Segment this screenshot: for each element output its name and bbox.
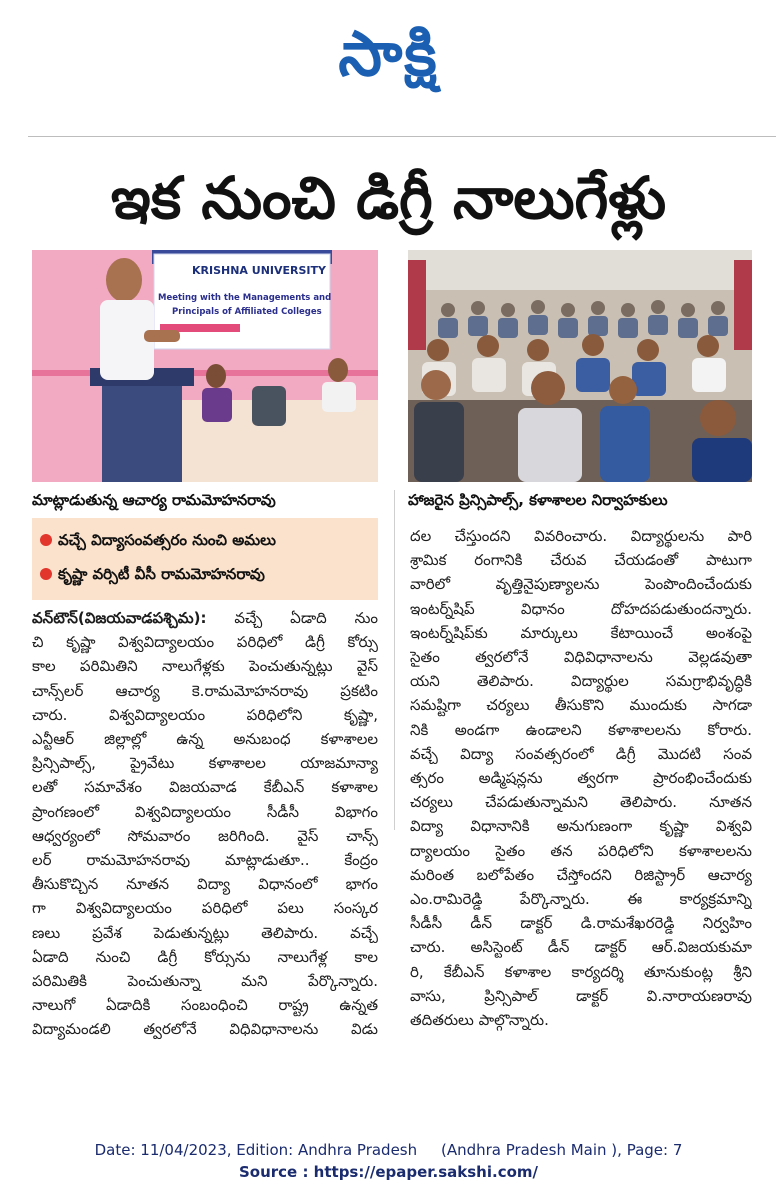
article-line: వచ్చే విద్యా సంవత్సరంలో డిగ్రీ మొదటి సంవ (410, 744, 752, 763)
banner-line-1: Meeting with the Managements and (158, 293, 332, 303)
article-line: దల చేస్తుందని వివరించారు. విద్యార్థులను పారి (410, 527, 752, 545)
article-line: వాసు, ప్రిన్సిపాల్ డాక్టర్ వి.నారాయణరావు (410, 986, 752, 1005)
bullet-dot-icon (40, 568, 52, 580)
article-line-last: తదితరులు పాల్గొన్నారు. (410, 1011, 549, 1030)
article-line: ద్యాలయం సైతం తన పరిధిలోని కళాశాలలను (410, 841, 752, 860)
article-line: ప్రిన్సిపాల్స్, ప్రైవేటు కళాశాలల యాజమాన్యా (32, 754, 378, 773)
article-line: మరింత బలోపేతం చేస్తోందని రిజిస్ట్రార్ ఆచార్య (410, 865, 752, 884)
banner-line-2: Principals of Affiliated Colleges (172, 307, 322, 317)
article-line: ఆధ్వర్యంలో సోమవారం జరిగింది. వైస్ చాన్స్ (32, 826, 378, 845)
highlight-item (40, 530, 276, 550)
highlight-item (40, 564, 265, 584)
caption-speaker: మాట్లాడుతున్న ఆచార్య రామమోహనరావు (32, 491, 276, 509)
article-line: చర్యలు చేపడుతున్నామని తెలిపారు. నూతన (410, 793, 752, 812)
photo-speaker (32, 250, 378, 482)
article-line: గా విశ్వవిద్యాలయం పరిధిలో పలు సంస్కర (32, 899, 378, 918)
photo-audience-illustration (408, 250, 752, 482)
bullet-dot-icon (40, 534, 52, 546)
article-dateline: వన్‌టౌన్(విజయవాడపశ్చిమ): (32, 609, 207, 627)
article-line: త్సరం అడ్మిషన్లను త్వరగా ప్రారంభించేందుకు (410, 769, 752, 788)
article-line: విద్యా విధానానికి అనుగుణంగా కృష్ణా విశ్వవి (410, 817, 752, 836)
highlights-box (32, 518, 378, 600)
article-line: ఎం.రామిరెడ్డి పేర్కొన్నారు. ఈ కార్యక్రమాన్ని (410, 890, 752, 909)
article-line: ఇంటర్న్‌షిప్ విధానం దోహదపడుతుందన్నారు. (410, 599, 752, 618)
masthead-divider (28, 136, 776, 137)
article-column-right (410, 524, 752, 1032)
article-line: ఎన్టీఆర్ జిల్లాల్లో ఉన్న అనుబంధ కళాశాలల (32, 730, 378, 749)
article-line: యని తెలిపారు. విద్యార్థుల సమగ్రాభివృద్ధికి (410, 672, 752, 691)
article-line: నాలుగో ఏడాదికి సంబంధించి రాష్ట్ర ఉన్నత (32, 996, 378, 1015)
article-line: ప్రాంగణంలో విశ్వవిద్యాలయం సీడీసీ విభాగం (32, 802, 378, 821)
article-line: నికి అండగా ఉండాలని కళాశాలలను కోరారు. (410, 720, 752, 739)
article-line: చారు. విశ్వవిద్యాలయం పరిధిలోని కృష్ణా, (32, 705, 378, 724)
article-line: లతో సమావేశం విజయవాడ కేబీఎన్ కళాశాల (32, 778, 378, 797)
article-line: తీసుకొచ్చిన నూతన విద్యా విధానంలో భాగం (32, 875, 378, 894)
article-column-left (32, 606, 378, 1042)
article-line: చి కృష్ణా విశ్వవిద్యాలయం పరిధిలో డిగ్రీ కోర్సు (32, 633, 378, 652)
photo-speaker-illustration (32, 250, 378, 482)
article-line: వారిలో వృత్తినైపుణ్యాలను పెంపొందించేందుకు (410, 575, 752, 594)
footer-source-link[interactable]: Source : https://epaper.sakshi.com/ (238, 1163, 538, 1181)
article-line: లర్ రామమోహనరావు మాట్లాడుతూ.. కేంద్రం (32, 851, 378, 870)
article-line: పరిమితికి పెంచుతున్నా మని పేర్కొన్నారు. (32, 972, 378, 991)
article-line: చాన్స్‌లర్ ఆచార్య కె.రామమోహనరావు ప్రకటిం (32, 681, 378, 700)
article-line: ణలు ప్రవేశ పెడుతున్నట్లు తెలిపారు. వచ్చే (32, 923, 378, 942)
article-line: చారు. అసిస్టెంట్ డీన్ డాక్టర్ ఆర్.విజయకుమా (410, 938, 752, 957)
article-line: రి, కేబీఎన్ కళాశాల కార్యదర్శి తూనుకుంట్ల శ్రీని (410, 962, 752, 981)
banner-brand-text: KRISHNA UNIVERSITY (192, 264, 326, 277)
masthead-logo: సాక్షి (338, 17, 439, 90)
column-divider (394, 490, 395, 830)
article-line-text: వచ్చే ఏడాది నుం (206, 609, 378, 627)
highlight-text: వచ్చే విద్యాసంవత్సరం నుంచి అమలు (58, 531, 276, 549)
footer-edition-info: Date: 11/04/2023, Edition: Andhra Pradesh (Andhra Pradesh Main ), Page: 7 (94, 1141, 683, 1159)
headline: ఇక నుంచి డిగ్రీ నాలుగేళ్లు (110, 164, 667, 232)
caption-audience: హాజరైన ప్రిన్సిపాల్స్, కళాశాలల నిర్వాహకులు (408, 491, 668, 509)
article-line: విద్యామండలి త్వరలోనే విధివిధానాలను విడు (32, 1020, 378, 1039)
highlight-text: కృష్ణా వర్సిటీ వీసీ రామమోహనరావు (58, 565, 265, 583)
article-line: కాల పరిమితిని నాలుగేళ్లకు పెంచుతున్నట్లు వైస్ (32, 657, 378, 676)
article-line: ఇంటర్న్‌షిప్‌కు మార్కులు కేటాయించే అంశంపై (410, 623, 752, 642)
article-line: సైతం త్వరలోనే విధివిధానాలను వెల్లడవుతా (410, 648, 752, 667)
article-line: సీడీసీ డీన్ డాక్టర్ డి.రామశేఖరరెడ్డి నిర్వహిం (410, 914, 752, 933)
article-line: సమష్టిగా చర్యలు తీసుకొని ముందుకు సాగడా (410, 696, 752, 715)
photo-audience (408, 250, 752, 482)
article-line: ఏడాది నుంచి డిగ్రీ కోర్సును నాలుగేళ్ల కాల (32, 947, 378, 966)
article-line (32, 606, 378, 630)
article-line: శ్రామిక రంగానికి చేరువ చేయడంతో పాటుగా (410, 551, 752, 570)
